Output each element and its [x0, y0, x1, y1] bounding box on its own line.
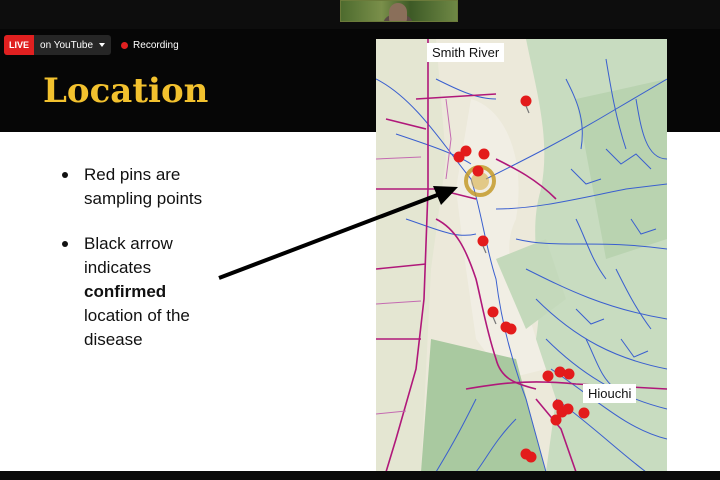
bullet-text-tail: location of the disease: [84, 306, 190, 349]
sampling-pin: [473, 166, 484, 177]
live-destination-label: on YouTube: [40, 39, 94, 51]
bullet-item: [62, 232, 212, 352]
bottom-edge-bar: [0, 471, 720, 480]
sampling-pin: [478, 236, 489, 247]
sampling-pin: [579, 408, 590, 419]
live-badge: LIVE: [4, 35, 34, 55]
record-dot-icon: [121, 42, 128, 49]
sampling-pin: [488, 307, 499, 318]
bullet-text-emphasis: confirmed: [84, 282, 167, 301]
recording-label: Recording: [133, 39, 179, 51]
streaming-status-bar: [4, 35, 179, 55]
chevron-down-icon: [99, 43, 105, 47]
sampling-pin: [506, 324, 517, 335]
recording-indicator[interactable]: [121, 40, 179, 51]
map-drawing: [376, 39, 667, 471]
bullet-dot-icon: [62, 172, 68, 178]
bullet-dot-icon: [62, 241, 68, 247]
sampling-pin: [479, 149, 490, 160]
shared-slide: [0, 29, 720, 471]
sampling-pin: [543, 371, 554, 382]
sampling-pin: [563, 404, 574, 415]
sampling-pin: [526, 452, 537, 463]
map-label-smith-river: Smith River: [427, 43, 504, 62]
live-stream-button[interactable]: [4, 35, 111, 55]
sampling-pin: [521, 96, 532, 107]
bullet-text: Red pins are sampling points: [84, 165, 203, 208]
sampling-pin: [551, 415, 562, 426]
sampling-pin: [461, 146, 472, 157]
location-map: [376, 39, 667, 471]
participant-video-thumbnail[interactable]: [340, 0, 458, 22]
sampling-pin: [564, 369, 575, 380]
bullet-list: [62, 163, 212, 373]
participant-silhouette-head: [389, 3, 407, 22]
bullet-item: [62, 163, 212, 211]
slide-title: Location: [43, 71, 209, 111]
map-label-hiouchi: Hiouchi: [583, 384, 636, 403]
bullet-text-lead: Black arrow indicates: [84, 234, 173, 277]
